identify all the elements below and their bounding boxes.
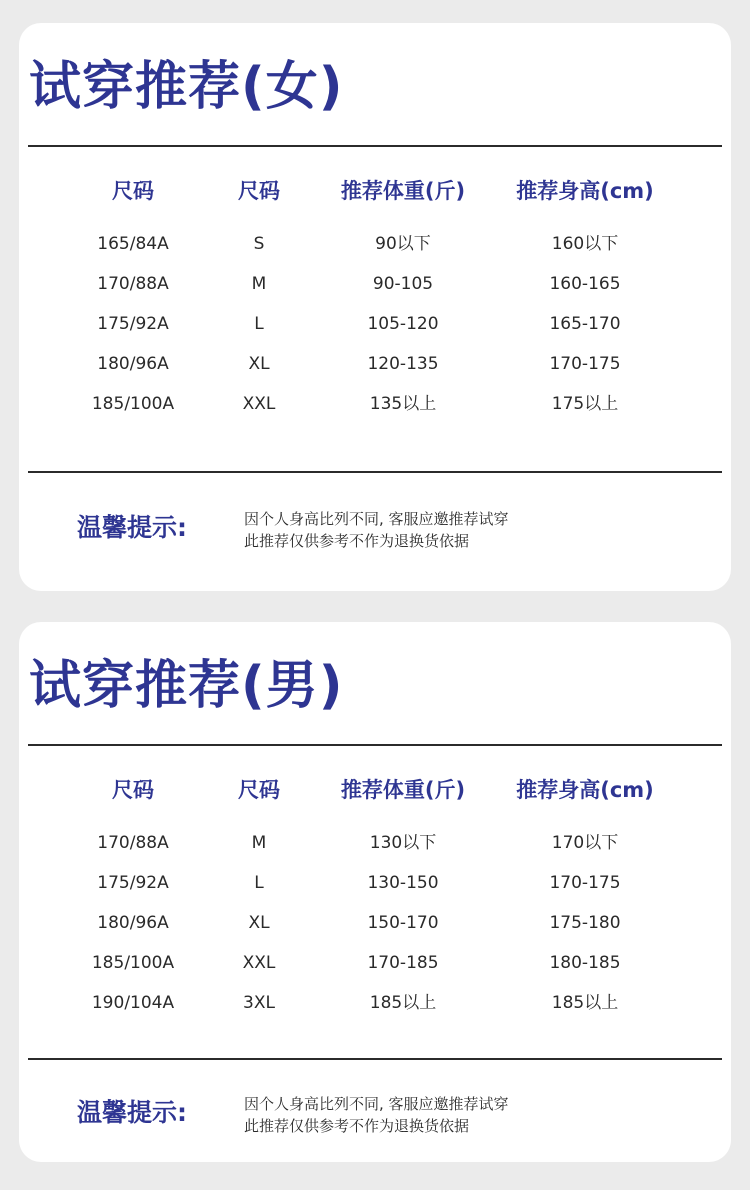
table-cell: 160以下 [551, 234, 619, 254]
tips-label: 温馨提示: [77, 513, 187, 542]
card-title: 试穿推荐(男) [29, 656, 344, 716]
table-cell: 160-165 [549, 274, 621, 294]
table-cell: 165/84A [97, 234, 169, 254]
divider-top [28, 744, 722, 746]
table-cell: XXL [242, 394, 276, 414]
table-cell: 150-170 [367, 913, 439, 933]
table-cell: XL [248, 354, 270, 374]
table-cell: XXL [242, 953, 276, 973]
table-cell: 3XL [243, 993, 275, 1013]
table-cell: 120-135 [367, 354, 439, 374]
tips-line: 此推荐仅供参考不作为退换货依据 [244, 532, 470, 550]
tips-line: 因个人身高比列不同, 客服应邀推荐试穿 [244, 1095, 509, 1113]
card-title: 试穿推荐(女) [29, 57, 344, 117]
table-cell: 130以下 [369, 833, 437, 853]
table-cell: 190/104A [91, 993, 175, 1013]
table-cell: 90以下 [375, 234, 431, 254]
table-cell: 170/88A [97, 833, 169, 853]
table-cell: L [254, 314, 264, 334]
header-size-code: 尺码 [112, 179, 154, 203]
divider-bottom [28, 1058, 722, 1060]
table-cell: 185/100A [91, 953, 175, 973]
table-cell: 175/92A [97, 314, 169, 334]
table-cell: 185/100A [91, 394, 175, 414]
table-cell: L [254, 873, 264, 893]
table-cell: 185以上 [369, 993, 437, 1013]
table-cell: 170-185 [367, 953, 439, 973]
tips-text [244, 508, 509, 552]
header-weight: 推荐体重(斤) [340, 778, 466, 802]
table-cell: XL [248, 913, 270, 933]
table-cell: 130-150 [367, 873, 439, 893]
table-cell: S [253, 234, 265, 254]
table-cell: 90-105 [372, 274, 434, 294]
table-cell: M [251, 274, 267, 294]
table-cell: 180/96A [97, 913, 169, 933]
table-cell: 175-180 [549, 913, 621, 933]
header-size-code: 尺码 [112, 778, 154, 802]
table-cell: M [251, 833, 267, 853]
divider-bottom [28, 471, 722, 473]
table-cell: 105-120 [367, 314, 439, 334]
table-cell: 180/96A [97, 354, 169, 374]
table-cell: 175/92A [97, 873, 169, 893]
table-cell: 170以下 [551, 833, 619, 853]
divider-top [28, 145, 722, 147]
table-cell: 180-185 [549, 953, 621, 973]
header-size: 尺码 [238, 179, 280, 203]
table-cell: 170/88A [97, 274, 169, 294]
header-height: 推荐身高(cm) [516, 179, 654, 203]
table-cell: 185以上 [551, 993, 619, 1013]
header-size: 尺码 [238, 778, 280, 802]
tips-line: 因个人身高比列不同, 客服应邀推荐试穿 [244, 510, 509, 528]
header-weight: 推荐体重(斤) [340, 179, 466, 203]
size-card-female [19, 23, 731, 591]
table-cell: 170-175 [549, 354, 621, 374]
tips-label: 温馨提示: [77, 1098, 187, 1127]
header-height: 推荐身高(cm) [516, 778, 654, 802]
tips-line: 此推荐仅供参考不作为退换货依据 [244, 1117, 470, 1135]
table-cell: 175以上 [551, 394, 619, 414]
table-cell: 135以上 [369, 394, 437, 414]
table-cell: 170-175 [549, 873, 621, 893]
tips-text [244, 1093, 509, 1137]
size-card-male [19, 622, 731, 1162]
table-cell: 165-170 [549, 314, 621, 334]
